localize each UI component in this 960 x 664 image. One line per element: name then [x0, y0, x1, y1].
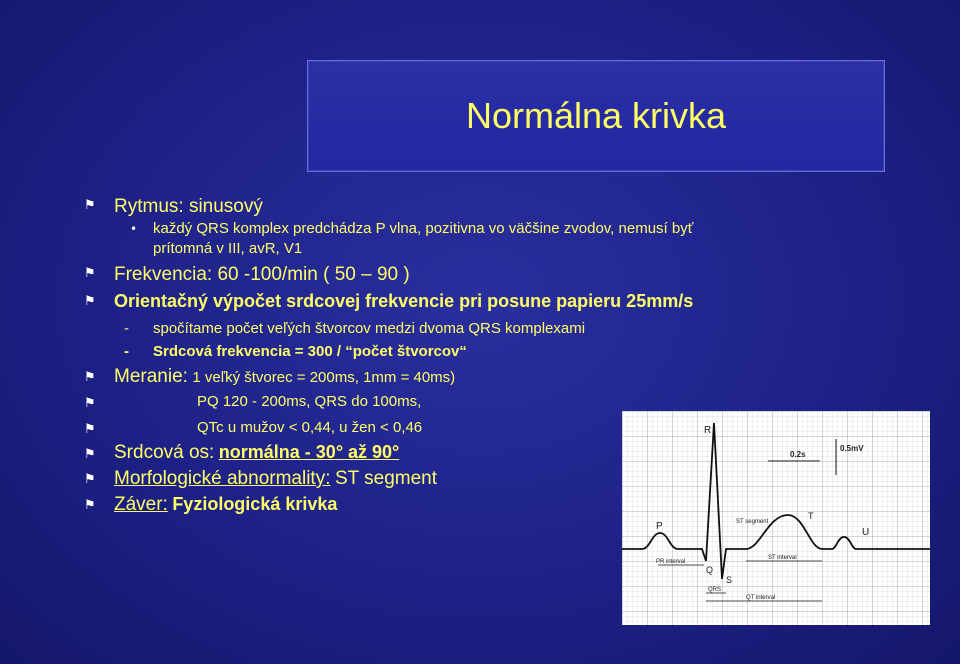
- item-hr-formula: Srdcová frekvencia = 300 / “počet štvorcov“: [153, 343, 467, 360]
- axis-value: normálna - 30° až 90°: [218, 442, 400, 462]
- t-wave-label: T: [808, 511, 814, 521]
- measurements-value: 1 veľký štvorec = 200ms, 1mm = 40ms): [192, 369, 456, 386]
- s-wave-label: S: [726, 575, 733, 585]
- dot-bullet-icon: •: [130, 222, 138, 236]
- item-frequency: Frekvencia: 60 -100/min ( 50 – 90 ): [114, 264, 410, 285]
- qrs-label: QRS: [708, 587, 722, 593]
- bullet-icon: ⚑: [84, 396, 96, 411]
- voltage-scale-label: 0.5mV: [840, 444, 864, 453]
- ecg-grid: [622, 411, 930, 625]
- item-axis: [114, 442, 399, 464]
- bullet-icon: ⚑: [84, 472, 96, 487]
- u-wave-label: U: [862, 527, 870, 538]
- bullet-icon: ⚑: [84, 294, 96, 309]
- dash-marker: -: [124, 343, 129, 360]
- item-qrs-note-cont: prítomná v III, avR, V1: [153, 240, 303, 257]
- p-wave-label: P: [656, 521, 663, 532]
- bullet-icon: ⚑: [84, 422, 96, 437]
- item-measurements: [114, 366, 455, 388]
- morphology-value: ST segment: [334, 468, 438, 489]
- bullet-icon: ⚑: [84, 198, 96, 213]
- item-rhythm: Rytmus: sinusový: [114, 196, 263, 217]
- item-count-squares: spočítame počet veľých štvorcov medzi dvoma QRS komplexami: [153, 320, 586, 337]
- title-box: [307, 60, 885, 172]
- conclusion-value: Fyziologická krivka: [172, 494, 338, 514]
- pr-interval-label: PR interval: [656, 559, 686, 565]
- r-wave-label: R: [704, 425, 712, 436]
- conclusion-label: Záver:: [114, 494, 168, 515]
- item-qtc: QTc u mužov < 0,44, u žen < 0,46: [197, 419, 423, 436]
- slide-title: Normálna krivka: [465, 95, 727, 136]
- measurements-label: Meranie:: [114, 366, 188, 387]
- bullet-icon: ⚑: [84, 370, 96, 385]
- st-interval-label: ST interval: [768, 555, 797, 561]
- item-pq-qrs: PQ 120 - 200ms, QRS do 100ms,: [197, 393, 422, 410]
- axis-label: Srdcová os:: [114, 442, 215, 463]
- ecg-diagram: [622, 411, 930, 625]
- item-conclusion: [114, 494, 337, 516]
- item-hr-calculation: Orientačný výpočet srdcovej frekvencie pri posune papieru 25mm/s: [114, 291, 694, 311]
- qt-interval-label: QT interval: [746, 595, 776, 601]
- time-scale-label: 0.2s: [790, 450, 806, 459]
- item-qrs-note: každý QRS komplex predchádza P vlna, pozitivna vo väčšine zvodov, nemusí byť: [153, 220, 694, 237]
- dash-marker: -: [124, 320, 129, 337]
- st-segment-label: ST segment: [736, 519, 769, 525]
- item-morphology: [114, 468, 437, 490]
- bullet-icon: ⚑: [84, 498, 96, 513]
- ecg-svg: [622, 411, 930, 625]
- morphology-label: Morfologické abnormality:: [114, 468, 331, 489]
- bullet-icon: ⚑: [84, 266, 96, 281]
- bullet-icon: ⚑: [84, 447, 96, 462]
- q-wave-label: Q: [706, 565, 714, 575]
